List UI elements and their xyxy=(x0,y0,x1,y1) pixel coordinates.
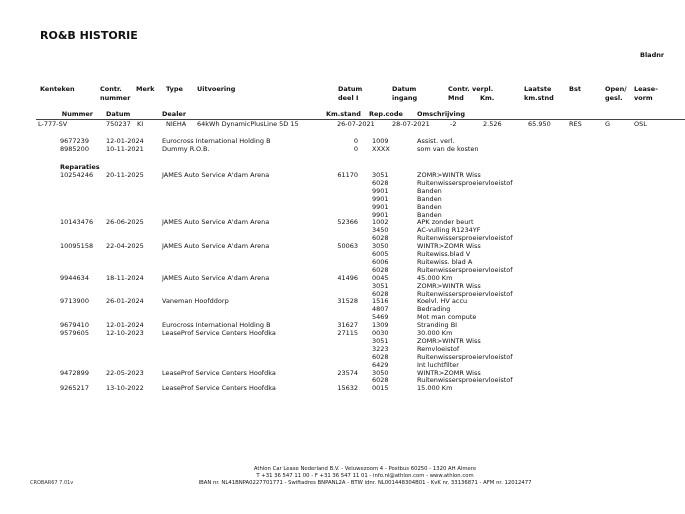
entry-nummer: 9713900 xyxy=(60,297,89,306)
vehicle-contr-mnd: -2 xyxy=(450,120,457,128)
entry-datum: 22-04-2025 xyxy=(106,242,144,251)
col-contr-line2: nummer xyxy=(100,94,131,102)
entry-datum: 20-11-2025 xyxy=(106,171,144,179)
col-open-gesl xyxy=(605,85,627,103)
col-datum-ingang-line1: Datum xyxy=(392,85,417,93)
entry-datum: 22-05-2023 xyxy=(106,368,144,377)
entry-omschrijving: Stranding BI xyxy=(417,321,458,330)
entry-datum: 13-10-2022 xyxy=(106,384,144,393)
vehicle-bst: RES xyxy=(569,120,582,128)
entry-nummer: 9944634 xyxy=(60,273,89,282)
vehicle-contr-km: 2.526 xyxy=(483,120,502,128)
entry-datum: 12-01-2024 xyxy=(106,137,144,145)
entry-omschrijving: 15.000 Km xyxy=(417,384,453,393)
entry-repcode: 9901 xyxy=(372,210,389,219)
col-nummer: Nummer xyxy=(61,110,93,118)
entry-kmstand: 0 xyxy=(353,144,358,153)
entry-nummer: 9679410 xyxy=(60,321,89,330)
col-contr-mnd: Mnd xyxy=(448,94,464,102)
col-omschrijving: Omschrijving xyxy=(417,110,466,118)
entry-omschrijving: Ruitewiss.blad V xyxy=(417,250,471,258)
entry-omschrijving: Ruitenwissersproeiervloeistof xyxy=(417,289,513,298)
entry-kmstand: 52366 xyxy=(337,218,358,227)
vehicle-kenteken: L-777-SV xyxy=(38,120,68,128)
entry-kmstand: 27115 xyxy=(337,329,358,337)
col-dealer: Dealer xyxy=(162,110,187,118)
entry-kmstand: 50063 xyxy=(337,242,358,251)
entry-dealer: JAMES Auto Service A'dam Arena xyxy=(162,218,270,227)
entry-omschrijving: Koelvl. HV accu xyxy=(417,297,468,306)
entry-omschrijving: 30.000 Km xyxy=(417,329,453,337)
vehicle-leasevorm: OSL xyxy=(634,120,647,128)
col-datum-deel-1 xyxy=(338,85,362,103)
entry-omschrijving: Remvloeistof xyxy=(417,344,460,353)
entry-omschrijving: ZOMR>WINTR Wiss xyxy=(417,336,481,345)
form-version: CROBAR67 7.01v xyxy=(30,480,74,486)
entry-nummer: 9265217 xyxy=(60,384,89,393)
entry-dealer: Vaneman Hoofddorp xyxy=(162,297,229,306)
vehicle-datum-ingang: 28-07-2021 xyxy=(392,120,430,128)
entry-repcode: 6005 xyxy=(372,250,389,258)
vehicle-uitvoering: 64kWh DynamicPlusLine 5D 15 xyxy=(197,120,299,128)
footer-address: Athlon Car Lease Nederland B.V. - Veluwezoom 4 - Postbus 60250 - 1320 AH Almere xyxy=(253,466,477,472)
entry-nummer: 8985200 xyxy=(60,144,89,153)
entry-dealer: JAMES Auto Service A'dam Arena xyxy=(162,242,270,251)
entry-omschrijving: som van de kosten xyxy=(417,144,479,153)
repairs-section-label: Reparaties xyxy=(60,163,100,171)
entry-nummer: 10254246 xyxy=(60,171,94,179)
vehicle-merk: KI xyxy=(137,120,144,128)
entry-nummer: 9677239 xyxy=(60,137,89,145)
entry-repcode: 4807 xyxy=(372,305,389,314)
entry-datum: 18-11-2024 xyxy=(106,273,144,282)
entry-datum: 10-11-2021 xyxy=(106,144,144,153)
col-contr-nummer xyxy=(100,85,130,103)
entry-kmstand: 41496 xyxy=(337,273,358,282)
entry-omschrijving: WINTR>ZOMR Wiss xyxy=(417,368,481,377)
entry-repcode: 6006 xyxy=(372,257,389,266)
entry-omschrijving: ZOMR>WINTR Wiss xyxy=(417,171,481,179)
col-laatste-line1: Laatste xyxy=(524,85,552,93)
col-lease-line1: Lease- xyxy=(634,85,658,93)
entry-dealer: JAMES Auto Service A'dam Arena xyxy=(162,171,270,179)
entry-omschrijving: Assist. verl. xyxy=(417,137,455,145)
entry-omschrijving: Ruitewiss. blad A xyxy=(417,257,473,266)
entry-kmstand: 31627 xyxy=(337,321,358,330)
entry-repcode: 1309 xyxy=(372,321,389,330)
entry-omschrijving: Ruitenwissersproeiervloeistof xyxy=(417,234,513,243)
page-number-label: Bladnr xyxy=(640,51,665,59)
entry-repcode: 9901 xyxy=(372,194,389,203)
entry-nummer: 10095158 xyxy=(60,242,94,251)
entry-omschrijving: WINTR>ZOMR Wiss xyxy=(417,242,481,251)
entry-dealer: LeaseProf Service Centers Hoofdka xyxy=(162,384,276,393)
entry-repcode: 3223 xyxy=(372,344,389,353)
entry-omschrijving: 45.000 Km xyxy=(417,273,453,282)
col-open-line1: Open/ xyxy=(605,85,627,93)
entry-repcode: 6028 xyxy=(372,376,389,385)
col-type: Type xyxy=(166,85,183,93)
col-datum-deel-line1: Datum xyxy=(338,85,363,93)
entry-omschrijving: Bedrading xyxy=(417,305,451,314)
entry-datum: 26-06-2025 xyxy=(106,218,144,227)
vehicle-datum-deel-1: 26-07-2021 xyxy=(337,120,375,128)
entry-kmstand: 0 xyxy=(353,137,358,145)
entry-omschrijving: Banden xyxy=(417,202,442,211)
report-title: RO&B HISTORIE xyxy=(40,29,138,42)
entry-repcode: 3450 xyxy=(372,226,389,235)
entry-repcode: 6028 xyxy=(372,234,389,243)
col-merk: Merk xyxy=(136,85,155,93)
vehicle-contract: 750237 xyxy=(106,120,131,128)
col-uitvoering: Uitvoering xyxy=(197,85,236,93)
col-contr-verpl: Contr. verpl. xyxy=(448,85,494,93)
col-laatste-line2: km.stnd xyxy=(524,94,554,102)
entry-repcode: 6429 xyxy=(372,360,389,369)
entry-repcode: 3051 xyxy=(372,171,389,179)
col-kenteken: Kenteken xyxy=(40,85,75,93)
entry-dealer: Dummy R.O.B. xyxy=(162,144,210,153)
entry-omschrijving: Ruitenwissersproeiervloeistof xyxy=(417,352,513,361)
entry-repcode: 1516 xyxy=(372,297,389,306)
entry-repcode: 0045 xyxy=(372,273,389,282)
col-datum-ingang-line2: ingang xyxy=(392,94,418,102)
entry-nummer: 9472899 xyxy=(60,368,89,377)
entry-omschrijving: Ruitenwissersproeiervloeistof xyxy=(417,376,513,385)
entry-kmstand: 31528 xyxy=(337,297,358,306)
entry-dealer: Eurocross International Holding B xyxy=(162,321,271,330)
vehicle-open-gesl: G xyxy=(605,120,611,128)
entry-repcode: 3051 xyxy=(372,281,389,290)
entry-repcode: 1009 xyxy=(372,137,389,145)
entry-omschrijving: APK zonder beurt xyxy=(417,218,474,227)
entry-nummer: 9579605 xyxy=(60,329,89,337)
entry-kmstand: 23574 xyxy=(337,368,358,377)
entry-repcode: XXXX xyxy=(372,144,390,153)
entry-omschrijving: ZOMR>WINTR Wiss xyxy=(417,281,481,290)
col-contr-line1: Contr. xyxy=(100,85,122,93)
entry-omschrijving: Ruitenwissersproeiervloeistof xyxy=(417,178,513,187)
entry-repcode: 3050 xyxy=(372,368,389,377)
entry-omschrijving: Mot man compute xyxy=(417,313,477,322)
entry-omschrijving: Banden xyxy=(417,186,442,195)
col-kmstand: Km.stand xyxy=(326,110,361,118)
footer-registration: IBAN nr. NL41BNPA0227701771 - Swiftadres BNPANL2A - BTW idnr. NL001448304B01 - KvK nr. 33136871 - AFM nr. 12012477 xyxy=(198,480,532,486)
entry-repcode: 6028 xyxy=(372,265,389,274)
entry-nummer: 10143476 xyxy=(60,218,94,227)
entry-repcode: 6028 xyxy=(372,289,389,298)
col-datum: Datum xyxy=(106,110,131,118)
col-bst: Bst xyxy=(569,85,581,93)
entry-dealer: Eurocross International Holding B xyxy=(162,137,271,145)
col-laatste-kmstnd xyxy=(524,85,554,103)
entry-kmstand: 15632 xyxy=(337,384,358,393)
entry-kmstand: 61170 xyxy=(337,171,358,179)
entry-omschrijving: Banden xyxy=(417,194,442,203)
entry-omschrijving: AC-vulling R1234YF xyxy=(417,226,481,235)
col-leasevorm xyxy=(634,85,658,103)
entry-dealer: LeaseProf Service Centers Hoofdka xyxy=(162,368,276,377)
entry-repcode: 9901 xyxy=(372,202,389,211)
col-open-line2: gesl. xyxy=(605,94,623,102)
entry-repcode: 0015 xyxy=(372,384,389,393)
company-footer xyxy=(150,466,580,487)
col-datum-deel-line2: deel I xyxy=(338,94,359,102)
entry-repcode: 0030 xyxy=(372,329,389,337)
entry-dealer: JAMES Auto Service A'dam Arena xyxy=(162,273,270,282)
footer-contact: T +31 36 547 11 00 - F +31 36 547 11 01 - info.nl@athlon.com - www.athlon.com xyxy=(256,473,474,479)
entry-repcode: 1002 xyxy=(372,218,389,227)
entry-repcode: 9901 xyxy=(372,186,389,195)
col-repcode: Rep.code xyxy=(369,110,403,118)
vehicle-laatste-km: 65.950 xyxy=(528,120,551,128)
entry-dealer: LeaseProf Service Centers Hoofdka xyxy=(162,329,276,337)
entry-repcode: 6028 xyxy=(372,352,389,361)
col-lease-line2: vorm xyxy=(634,94,653,102)
vehicle-type: NIEHA xyxy=(166,120,187,128)
entry-omschrijving: Ruitenwissersproeiervloeistof xyxy=(417,265,513,274)
entry-repcode: 5469 xyxy=(372,313,389,322)
entry-omschrijving: Int luchtfilter xyxy=(417,360,459,369)
col-contr-km: Km. xyxy=(480,94,495,102)
entry-datum: 26-01-2024 xyxy=(106,297,144,306)
entry-datum: 12-01-2024 xyxy=(106,321,144,330)
entry-repcode: 3050 xyxy=(372,242,389,251)
col-datum-ingang xyxy=(392,85,417,103)
entry-datum: 12-10-2023 xyxy=(106,329,144,337)
entry-omschrijving: Banden xyxy=(417,210,442,219)
entry-repcode: 6028 xyxy=(372,178,389,187)
entry-repcode: 3051 xyxy=(372,336,389,345)
